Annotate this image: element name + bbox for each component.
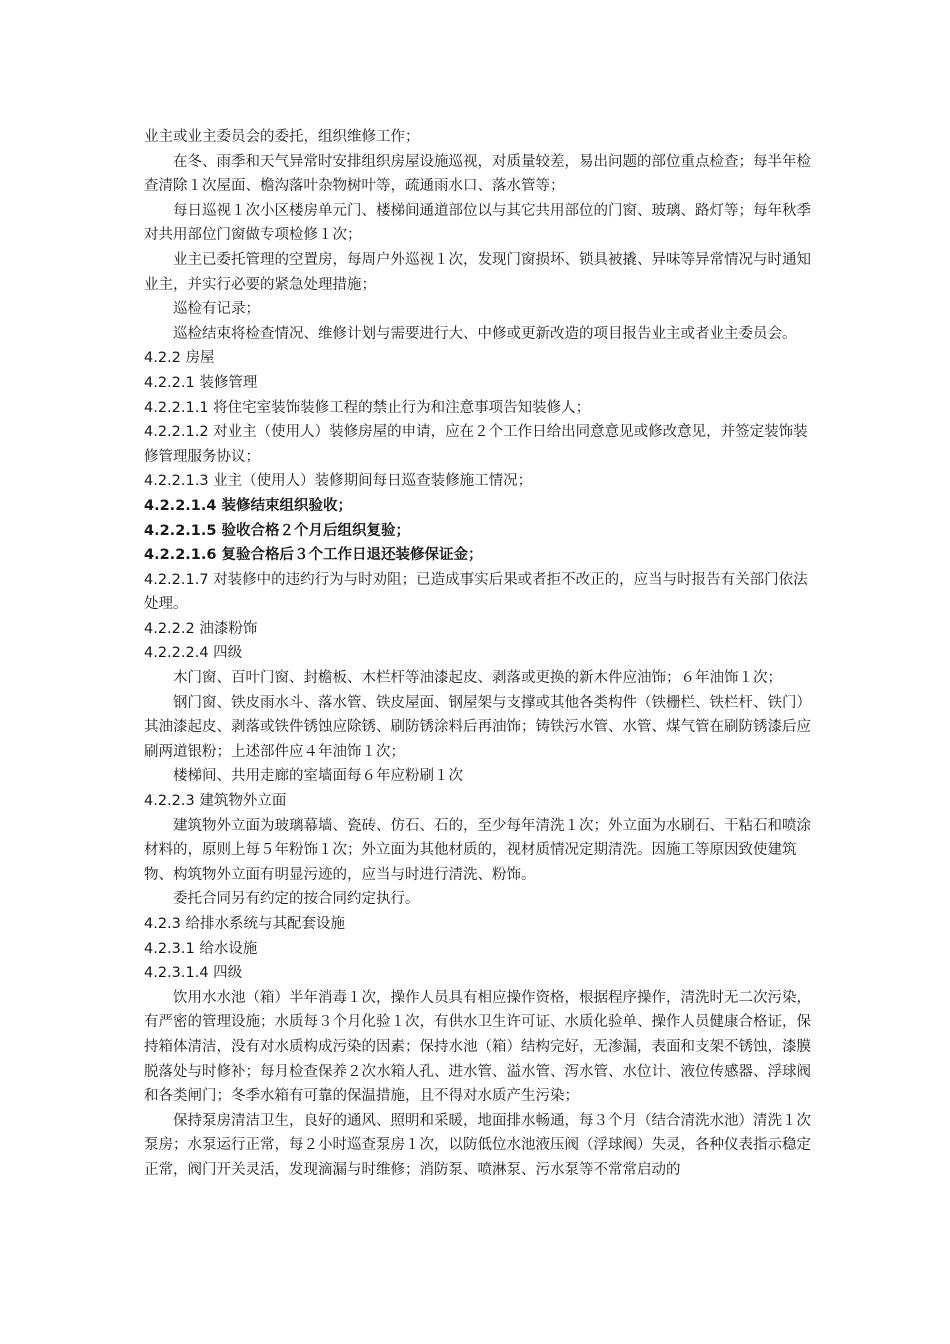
section-heading: 4.2.3.1.4 四级 <box>144 965 243 982</box>
clause: 4.2.2.1.1 将住宅室装饰装修工程的禁止行为和注意事项告知装修人； <box>144 399 591 416</box>
section-heading: 4.2.2.2 油漆粉饰 <box>144 620 258 637</box>
section-heading: 4.2.2 房屋 <box>144 350 215 367</box>
paragraph: 每日巡视１次小区楼房单元门、楼梯间通道部位以与其它共用部位的门窗、玻璃、路灯等；每年秋季对共用部位门窗做专项检修１次； <box>144 202 811 244</box>
clause-bold: 4.2.2.1.4 装修结束组织验收； <box>144 497 353 514</box>
paragraph: 饮用水水池（箱）半年消毒１次，操作人员具有相应操作资格，根据程序操作，清洗时无二次污染，有严密的管理设施；水质每３个月化验１次，有供水卫生许可证、水质化验单、操作人员健康合格证，保持箱体清洁，没有对水质构成污染的因素；保持水池（箱）结构完好，无渗漏，表面和支架不锈蚀，漆膜脱落处与时修补；每月检查保养２次水箱人孔、进水管、溢水管、泻水管、水位计、液位传感器、浮球阀和各类闸门；冬季水箱有可靠的保温措施，且不得对水质产生污染； <box>144 989 811 1105</box>
paragraph: 建筑物外立面为玻璃幕墙、瓷砖、仿石、石的，至少每年清洗１次；外立面为水刷石、干粘石和喷涂材料的，原则上每５年粉饰１次；外立面为其他材质的，视材质情况定期清洗。因施工等原因致使建筑物、构筑物外立面有明显污迹的，应当与时进行清洗、粉饰。 <box>144 817 811 883</box>
section-heading: 4.2.3.1 给水设施 <box>144 940 258 957</box>
document-body <box>144 125 812 1183</box>
clause: 4.2.2.1.7 对装修中的违约行为与时劝阻；已造成事实后果或者拒不改正的，应当与时报告有关部门依法处理。 <box>144 571 808 613</box>
clause: 4.2.2.1.2 对业主（使用人）装修房屋的申请，应在２个工作日给出同意意见或修改意见，并签定装饰装修管理服务协议； <box>144 424 808 465</box>
paragraph: 业主或业主委员会的委托，组织维修工作； <box>144 129 420 145</box>
paragraph: 在冬、雨季和天气异常时安排组织房屋设施巡视，对质量较差，易出问题的部位重点检查；每半年检查清除１次屋面、檐沟落叶杂物树叶等，疏通雨水口、落水管等； <box>144 153 811 195</box>
section-heading: 4.2.3 给排水系统与其配套设施 <box>144 916 346 932</box>
paragraph: 业主已委托管理的空置房，每周户外巡视１次，发现门窗损坏、锁具被撬、异味等异常情况与时通知业主，并实行必要的紧急处理措施； <box>144 251 811 293</box>
clause: 4.2.2.1.3 业主（使用人）装修期间每日巡查装修施工情况； <box>144 473 533 490</box>
section-heading: 4.2.2.3 建筑物外立面 <box>144 793 287 810</box>
paragraph: 钢门窗、铁皮雨水斗、落水管、铁皮屋面、钢屋架与支撑或其他各类构件（铁栅栏、铁栏杆、铁门）其油漆起皮、剥落或铁件锈蚀应除锈、刷防锈涂料后再油饰；铸铁污水管、水管、煤气管在刷防锈漆后应刷两道银粉；上述部件应４年油饰１次； <box>144 694 811 760</box>
paragraph: 木门窗、百叶门窗、封檐板、木栏杆等油漆起皮、剥落或更换的新木件应油饰；６年油饰１次； <box>173 670 782 687</box>
paragraph: 巡检结束将检查情况、维修计划与需要进行大、中修或更新改造的项目报告业主或者业主委员会。 <box>173 325 797 342</box>
paragraph: 巡检有记录； <box>173 301 260 318</box>
paragraph: 委托合同另有约定的按合同约定执行。 <box>173 891 420 908</box>
section-heading: 4.2.2.1 装修管理 <box>144 374 258 391</box>
section-heading: 4.2.2.2.4 四级 <box>144 645 243 662</box>
paragraph: 保持泵房清洁卫生，良好的通风、照明和采暖，地面排水畅通，每３个月（结合清洗水池）清洗１次泵房；水泵运行正常，每２小时巡查泵房１次，以防低位水池液压阀（浮球阀）失灵，各种仪表指示稳定正常，阀门开关灵活，发现滴漏与时维修；消防泵、喷淋泵、污水泵等不常常启动的 <box>144 1112 811 1178</box>
clause-bold: 4.2.2.1.5 验收合格２个月后组织复验； <box>144 522 411 539</box>
paragraph: 楼梯间、共用走廊的室墙面每６年应粉刷１次 <box>173 768 463 785</box>
clause-bold: 4.2.2.1.6 复验合格后３个工作日退还装修保证金； <box>144 547 483 564</box>
